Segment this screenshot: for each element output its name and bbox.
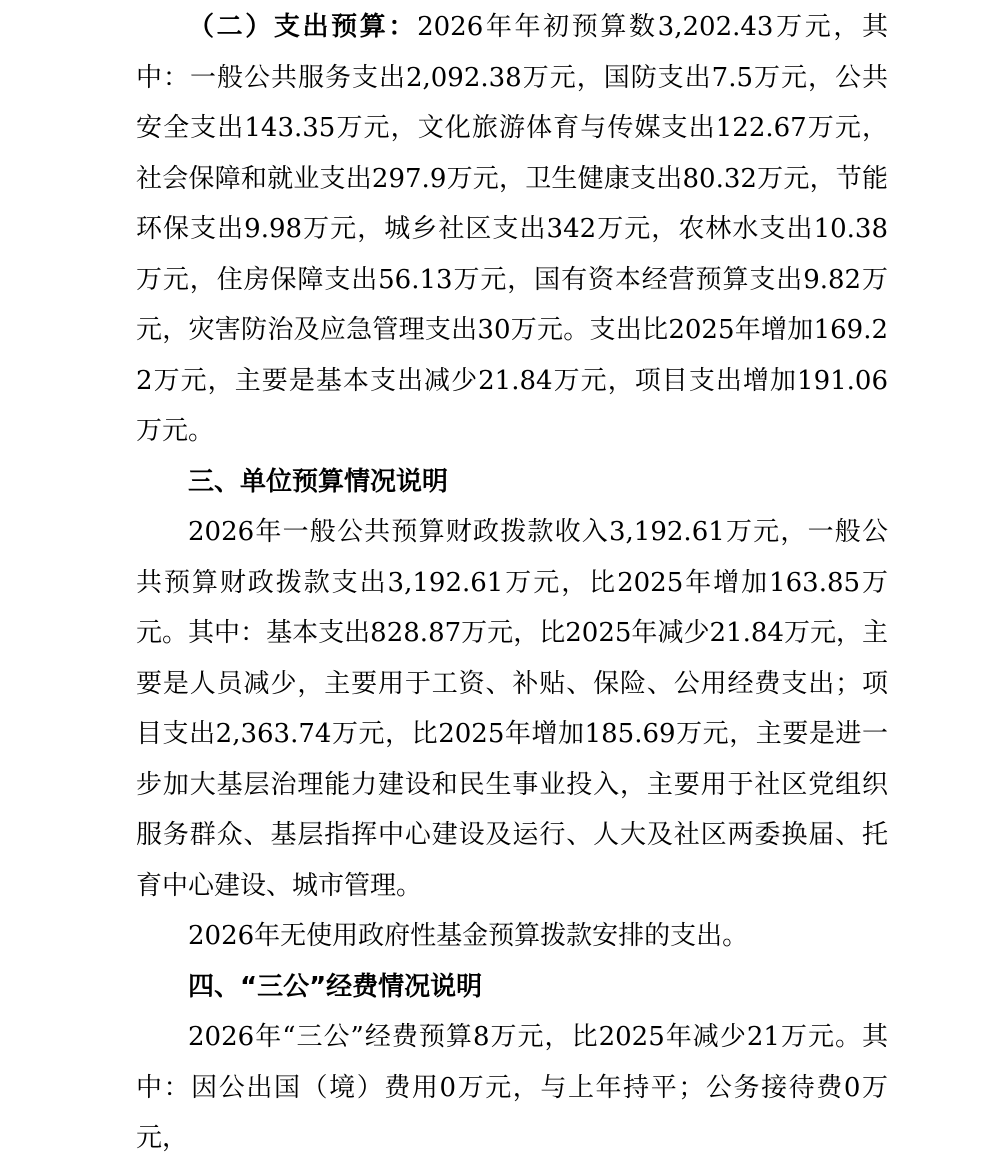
expenditure-budget-lead: （二）支出预算： bbox=[188, 12, 418, 42]
document-body bbox=[136, 0, 888, 1164]
general-budget-paragraph: 2026年一般公共预算财政拨款收入3,192.61万元，一般公共预算财政拨款支出3,192.61万元，比2025年增加163.85万元。其中：基本支出828.87万元，比2025年减少21.84万元，主要是人员减少，主要用于工资、补贴、保险、公用经费支出；项目支出2,363.74万元，比2025年增加185.69万元，主要是进一步加大基层治理能力建设和民生事业投入，主要用于社区党组织服务群众、基层指挥中心建设及运行、人大及社区两委换届、托育中心建设、城市管理。 bbox=[136, 517, 888, 901]
section-3-heading: 三、单位预算情况说明 bbox=[188, 466, 449, 497]
three-public-paragraph: 2026年“三公”经费预算8万元，比2025年减少21万元。其中：因公出国（境）费用0万元，与上年持平；公务接待费0万元， bbox=[136, 1022, 888, 1153]
gov-fund-paragraph: 2026年无使用政府性基金预算拨款安排的支出。 bbox=[188, 921, 749, 951]
section-4-heading: 四、“三公”经费情况说明 bbox=[188, 971, 483, 1002]
expenditure-budget-paragraph bbox=[136, 2, 888, 457]
expenditure-budget-text: 2026年年初预算数3,202.43万元，其中：一般公共服务支出2,092.38万元，国防支出7.5万元，公共安全支出143.35万元，文化旅游体育与传媒支出122.67万元，社会保障和就业支出297.9万元，卫生健康支出80.32万元，节能环保支出9.98万元，城乡社区支出342万元，农林水支出10.38万元，住房保障支出56.13万元，国有资本经营预算支出9.82万元，灾害防治及应急管理支出30万元。支出比2025年增加169.22万元，主要是基本支出减少21.84万元，项目支出增加191.06万元。 bbox=[136, 12, 888, 446]
